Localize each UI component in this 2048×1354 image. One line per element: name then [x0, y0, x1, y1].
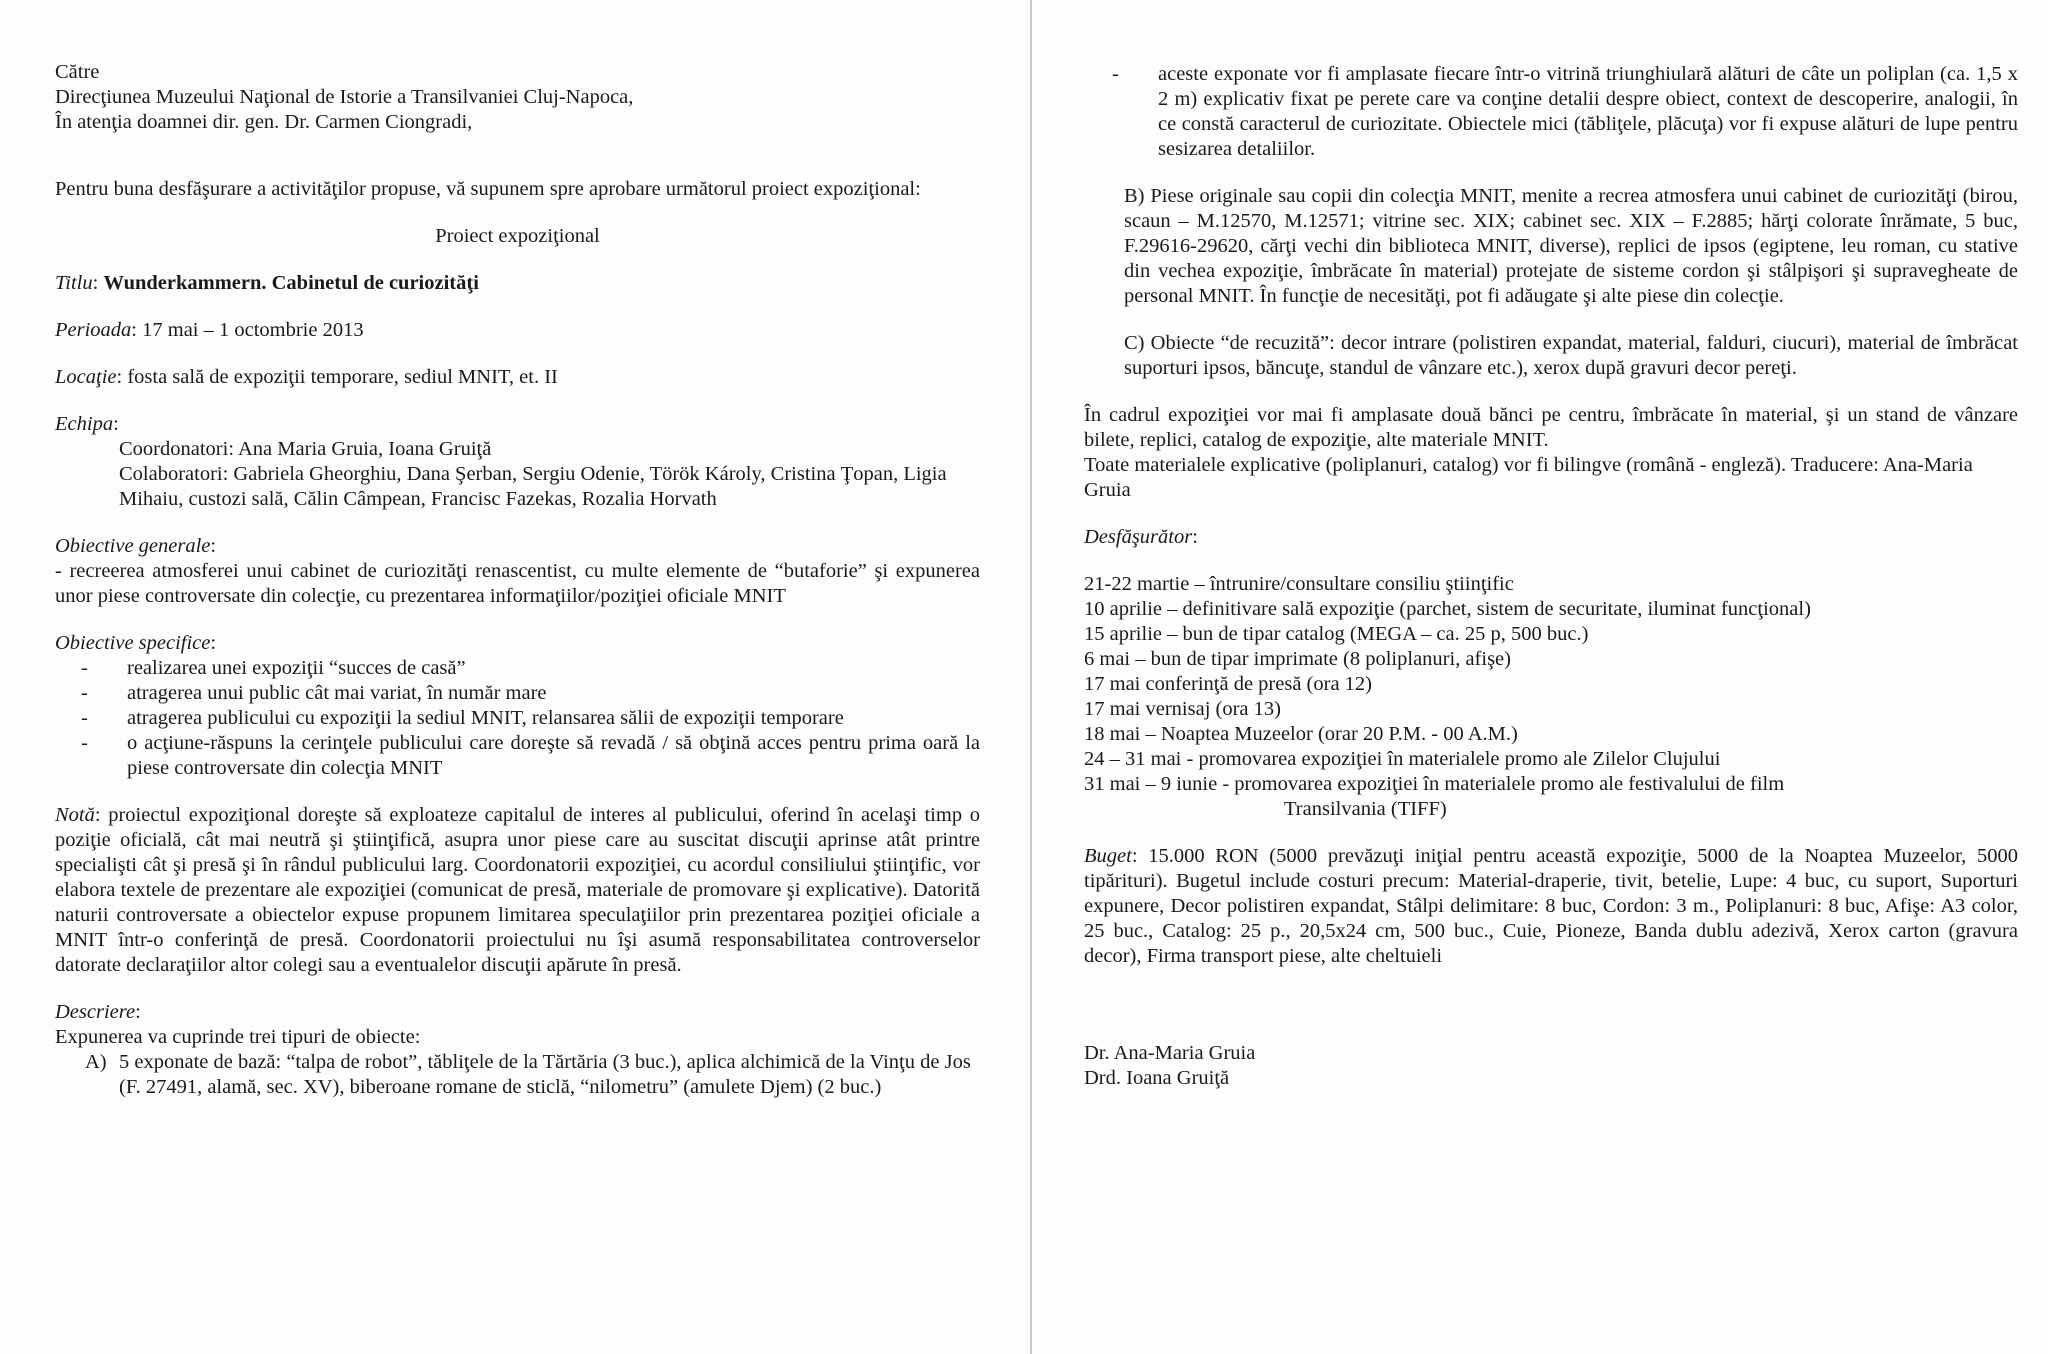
- schedule-item: 15 aprilie – bun de tipar catalog (MEGA – ca. 25 p, 500 buc.): [1084, 623, 1589, 645]
- period-label: Perioada: [55, 319, 132, 341]
- location-label: Locaţie: [55, 366, 117, 388]
- schedule-item: 24 – 31 mai - promovarea expoziţiei în materialele promo ale Zilelor Clujului: [1084, 748, 1721, 770]
- schedule-item: 17 mai vernisaj (ora 13): [1084, 698, 1281, 720]
- list-item: [85, 1050, 980, 1100]
- item-c-paragraph: C) Obiecte “de recuzită”: decor intrare (polistiren expandat, material, falduri, ciucuri), material de îmbrăcat suporturi ipsos, băncuţe, standul de vânzare etc.), xerox după gravuri decor pereţi.: [1124, 332, 2018, 379]
- schedule-label: Desfăşurător: [1084, 526, 1193, 548]
- note-paragraph: Notă: proiectul expoziţional doreşte să exploateze capitalul de interes al publicului, oferind în acelaşi timp o poziţie oficială, cât mai neutră şi ştiinţifică, asupra unor piese care au suscitat discuţii aprinse atât printre specialişti cât şi presă şi în rândul publicului larg. Coordonatorii expoziţiei, cu acordul consiliului ştiinţific, vor elabora textele de prezentare ale expoziţiei (comunicat de presă, materiale de promovare şi explicative). Datorită naturii controversate a obiectelor expuse propunem limitarea speculaţiilor prin prezentarea poziţiei oficiale a MNIT într-o conferinţă de presă. Coordonatorii proiectului nu îşi asumă responsabilitatea controverselor datorate declaraţiilor altor colegi sau a eventualelor discuţii apărute în presă.: [55, 804, 980, 976]
- list-item: - atragerea unui public cât mai variat, în număr mare: [81, 681, 980, 706]
- schedule-item: 17 mai conferinţă de presă (ora 12): [1084, 673, 1373, 695]
- list-item: - realizarea unei expoziţii “succes de casă”: [81, 656, 980, 681]
- schedule-item: 21-22 martie – întrunire/consultare consiliu ştiinţific: [1084, 573, 1514, 595]
- collaborators: Colaboratori: Gabriela Gheorghiu, Dana Şerban, Sergiu Odenie, Török Károly, Cristina Ţopan, Ligia Mihaiu, custozi sală, Călin Câmpean, Francisc Fazekas, Rozalia Horvath: [119, 463, 947, 510]
- description-list: [55, 1050, 980, 1100]
- item-a-text: 5 exponate de bază: “talpa de robot”, tăbliţele de la Tărtăria (3 buc.), aplica alchimică de la Vinţu de Jos (F. 27491, alamă, sec. XV), biberoane romane de sticlă, “nilometru” (amulete Djem) (2 buc.): [119, 1051, 971, 1098]
- period-line: Perioada: 17 mai – 1 octombrie 2013: [55, 319, 364, 341]
- schedule-list: [1084, 572, 2018, 822]
- specific-objectives-label: Obiective specifice: [55, 632, 211, 654]
- specific-objectives-list: [55, 656, 980, 781]
- team-label: Echipa: [55, 413, 114, 435]
- list-item: - atragerea publicului cu expoziţii la sediul MNIT, relansarea sălii de expoziţii temporare: [81, 706, 980, 731]
- continued-list: [1084, 62, 2018, 162]
- note-label: Notă: [55, 804, 95, 826]
- location-line: Locaţie: fosta sală de expoziţii temporare, sediul MNIT, et. II: [55, 366, 558, 388]
- schedule-item-continuation: Transilvania (TIFF): [1284, 798, 1447, 820]
- general-objectives-label: Obiective generale: [55, 535, 211, 557]
- address-line: În atenţia doamnei dir. gen. Dr. Carmen Ciongradi,: [55, 111, 473, 133]
- title-value: Wunderkammern. Cabinetul de curiozităţi: [103, 272, 479, 294]
- item-b-paragraph: B) Piese originale sau copii din colecţia MNIT, menite a recrea atmosfera unui cabinet de curiozităţi (birou, scaun – M.12570, M.12571; vitrine sec. XIX; cabinet sec. XIX – F.2885; hărţi colorate înrămate, 5 buc, F.29616-29620, cărţi vechi din biblioteca MNIT, diverse), replici de ipsos (egiptene, leu roman, cu stative din vechea expoziţie, îmbrăcate în material) protejate de sisteme cordon şi stâlpişori şi supravegheate de personal MNIT. În funcţie de necesităţi, pot fi adăugate şi alte piese din colecţie.: [1124, 185, 2018, 307]
- signature-name: Drd. Ioana Gruiţă: [1084, 1067, 1230, 1089]
- budget-label: Buget: [1084, 845, 1132, 867]
- bilingual-paragraph: Toate materialele explicative (poliplanuri, catalog) vor fi bilingve (română - engleză). Traducere: Ana-Maria Gruia: [1084, 454, 1973, 501]
- period-value: 17 mai – 1 octombrie 2013: [142, 319, 364, 341]
- signature-block: [1084, 1041, 2018, 1091]
- title-label: Titlu: [55, 272, 93, 294]
- address-block: [55, 60, 980, 135]
- title-line: Titlu: Wunderkammern. Cabinetul de curiozităţi: [55, 272, 479, 294]
- address-line: Către: [55, 61, 100, 83]
- schedule-item: 18 mai – Noaptea Muzeelor (orar 20 P.M. - 00 A.M.): [1084, 723, 1518, 745]
- description-heading: Descriere:: [55, 1001, 141, 1023]
- description-label: Descriere: [55, 1001, 136, 1023]
- schedule-item: 31 mai – 9 iunie - promovarea expoziţiei în materialele promo ale festivalului de film: [1084, 773, 1785, 795]
- address-line: Direcţiunea Muzeului Naţional de Istorie a Transilvaniei Cluj-Napoca,: [55, 86, 634, 108]
- specific-objectives-heading: Obiective specifice:: [55, 632, 217, 654]
- signature-name: Dr. Ana-Maria Gruia: [1084, 1042, 1256, 1064]
- description-intro: Expunerea va cuprinde trei tipuri de obiecte:: [55, 1026, 421, 1048]
- document-heading: Proiect expoziţional: [435, 225, 600, 247]
- intro-paragraph: Pentru buna desfăşurare a activităţilor propuse, vă supunem spre aprobare următorul proiect expoziţional:: [55, 178, 921, 200]
- budget-text: 15.000 RON (5000 prevăzuţi iniţial pentru această expoziţie, 5000 de la Noaptea Muzeelor, 5000 tipărituri). Bugetul include costuri precum: Material-draperie, tivit, betelie, Lupe: 4 buc, cu suport, Suporturi expunere, Decor polistiren expandat, Stâlpi delimitare: 8 buc, Cordon: 3 m., Poliplanuri: 8 buc, Afişe: A3 color, 25 buc., Catalog: 25 p., 20,5x24 cm, 500 buc., Cuie, Pioneze, Banda dublu adezivă, Xerox carton (gravura decor), Firma transport piese, alte cheltuieli: [1084, 845, 2018, 967]
- schedule-item: 10 aprilie – definitivare sală expoziţie (parchet, sistem de securitate, iluminat funcţional): [1084, 598, 1811, 620]
- list-item: - o acţiune-răspuns la cerinţele publicului care doreşte să revadă / să obţină acces pentru prima oară la piese controversate din colecţia MNIT: [81, 731, 980, 781]
- team-line: Echipa:: [55, 413, 119, 435]
- general-objectives-heading: Obiective generale:: [55, 535, 217, 557]
- benches-paragraph: În cadrul expoziţiei vor mai fi amplasate două bănci pe centru, îmbrăcate în material, şi un stand de vânzare bilete, replici, catalog de expoziţie, alte materiale MNIT.: [1084, 404, 2018, 451]
- general-objectives-text: - recreerea atmosferei unui cabinet de curiozităţi renascentist, cu multe elemente de “butaforie” şi expunerea unor piese controversate din colecţie, cu prezentarea informaţiilor/poziţiei oficiale MNIT: [55, 560, 980, 607]
- budget-paragraph: Buget: 15.000 RON (5000 prevăzuţi iniţial pentru această expoziţie, 5000 de la Noaptea Muzeelor, 5000 tipărituri). Bugetul include costuri precum: Material-draperie, tivit, betelie, Lupe: 4 buc, cu suport, Suporturi expunere, Decor polistiren expandat, Stâlpi delimitare: 8 buc, Cordon: 3 m., Poliplanuri: 8 buc, Afişe: A3 color, 25 buc., Catalog: 25 p., 20,5x24 cm, 500 buc., Cuie, Pioneze, Banda dublu adezivă, Xerox carton (gravura decor), Firma transport piese, alte cheltuieli: [1084, 845, 2018, 967]
- coordinators: Coordonatori: Ana Maria Gruia, Ioana Gruiţă: [119, 438, 492, 460]
- schedule-item: 6 mai – bun de tipar imprimate (8 poliplanuri, afişe): [1084, 648, 1511, 670]
- item-marker: A): [85, 1051, 107, 1073]
- location-value: fosta sală de expoziţii temporare, sediul MNIT, et. II: [127, 366, 558, 388]
- note-text: proiectul expoziţional doreşte să exploateze capitalul de interes al publicului, oferind în acelaşi timp o poziţie oficială, cât mai neutră şi ştiinţifică, asupra unor piese care au suscitat discuţii aprinse atât printre specialişti cât şi presă şi în rândul publicului larg. Coordonatorii expoziţiei, cu acordul consiliului ştiinţific, vor elabora textele de prezentare ale expoziţiei (comunicat de presă, materiale de promovare şi explicative). Datorită naturii controversate a obiectelor expuse propunem limitarea speculaţiilor prin prezentarea poziţiei oficiale a MNIT într-o conferinţă de presă. Coordonatorii proiectului nu îşi asumă responsabilitatea controverselor datorate declaraţiilor altor colegi sau a eventualelor discuţii apărute în presă.: [55, 804, 980, 976]
- schedule-heading: Desfăşurător:: [1084, 526, 1198, 548]
- list-item: - aceste exponate vor fi amplasate fiecare într-o vitrină triunghiulară alături de câte un poliplan (ca. 1,5 x 2 m) explicativ fixat pe perete care va conţine detalii despre obiect, context de descoperire, analogii, în ce constă caracterul de curiozitate. Obiectele mici (tăbliţele, plăcuţa) vor fi expuse alături de lupe pentru sesizarea detaliilor.: [1112, 62, 2018, 162]
- page-right: [1030, 0, 2048, 1354]
